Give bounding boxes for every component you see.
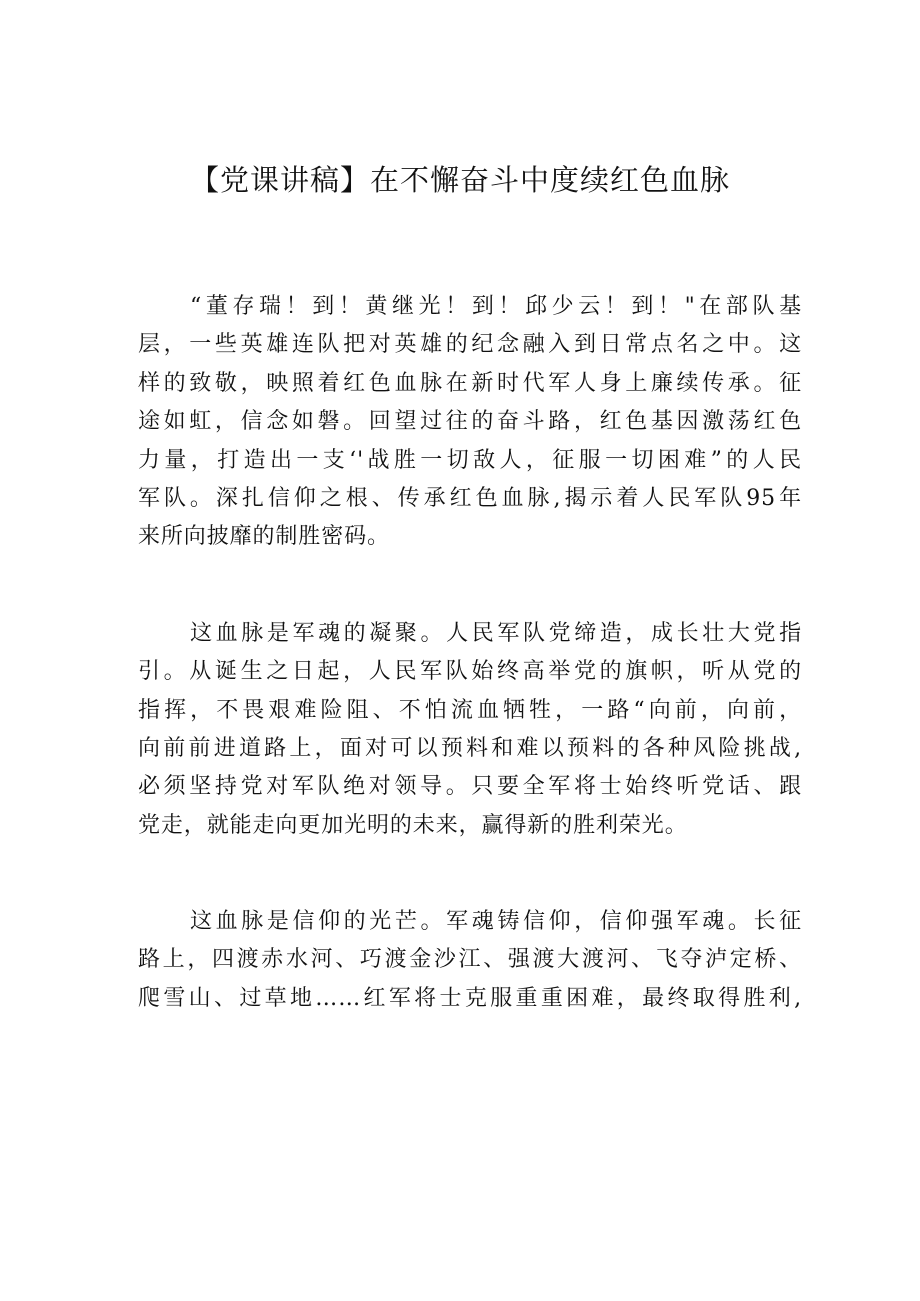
paragraph-line: “董存瑞！到！黄继光！到！邱少云！到！"在部队基 bbox=[190, 294, 802, 319]
paragraph-line: 爬雪山、过草地……红军将士克服重重困难，最终取得胜利, bbox=[138, 985, 802, 1011]
paragraph-line: 指挥，不畏艰难险阻、不怕流血牺牲，一路“向前，向前， bbox=[138, 697, 802, 723]
paragraph-line: 这血脉是信仰的光芒。军魂铸信仰，信仰强军魂。长征 bbox=[190, 909, 802, 935]
paragraph-3 bbox=[138, 903, 802, 1018]
paragraph-line: 来所向披靡的制胜密码。 bbox=[138, 524, 390, 550]
paragraph-line: 层，一些英雄连队把对英雄的纪念融入到日常点名之中。这 bbox=[138, 332, 802, 358]
paragraph-line: 必须坚持党对军队绝对领导。只要全军将士始终听党话、跟 bbox=[138, 774, 802, 800]
paragraph-line: 向前前进道路上，面对可以预料和难以预料的各种风险挑战, bbox=[138, 735, 802, 761]
paragraph-line: 途如虹，信念如磐。回望过往的奋斗路，红色基因激荡红色 bbox=[138, 409, 802, 435]
paragraph-line: 军队。深扎信仰之根、传承红色血脉,揭示着人民军队95年 bbox=[138, 485, 802, 511]
paragraph-line: 这血脉是军魂的凝聚。人民军队党缔造，成长壮大党指 bbox=[190, 620, 802, 646]
paragraph-line: 力量，打造出一支‘'战胜一切敌人，征服一切困难”的人民 bbox=[138, 447, 802, 473]
paragraph-spacer bbox=[138, 845, 802, 903]
paragraph-line: 路上，四渡赤水河、巧渡金沙江、强渡大渡河、飞夺泸定桥、 bbox=[138, 947, 802, 973]
paragraph-line: 引。从诞生之日起，人民军队始终高举党的旗帜，听从党的 bbox=[138, 659, 802, 685]
paragraph-2 bbox=[138, 615, 802, 845]
document-title: 【党课讲稿】在不懈奋斗中度续红色血脉 bbox=[189, 163, 730, 197]
paragraph-line: 党走，就能走向更加光明的未来，赢得新的胜利荣光。 bbox=[138, 812, 688, 838]
document-body bbox=[138, 288, 802, 1018]
paragraph-spacer bbox=[138, 557, 802, 615]
paragraph-1 bbox=[138, 288, 802, 557]
paragraph-line: 样的致敬，映照着红色血脉在新时代军人身上廉续传承。征 bbox=[138, 370, 802, 396]
